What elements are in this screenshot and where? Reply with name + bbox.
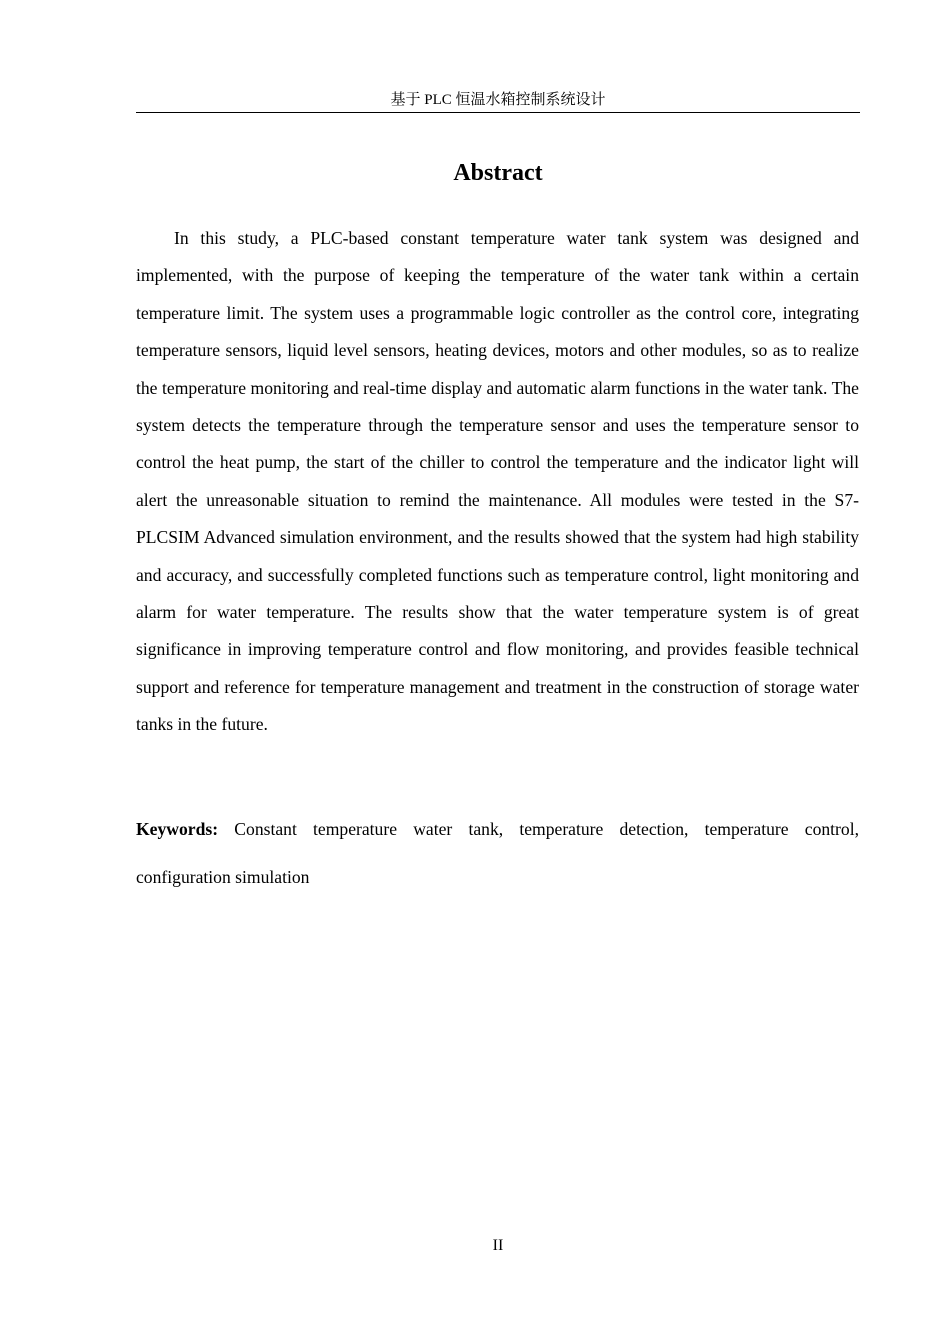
keywords-paragraph: [136, 805, 859, 901]
running-header: 基于 PLC 恒温水箱控制系统设计: [390, 92, 606, 108]
abstract-body: In this study, a PLC-based constant temperature water tank system was designed and implemented, with the purpose of keeping the temperature of the water tank within a certain temperature limit. The system uses a programmable logic controller as the control core, integrating temperature sensors, liquid level sensors, heating devices, motors and other modules, so as to realize the temperature monitoring and real-time display and automatic alarm functions in the water tank. The system detects the temperature through the temperature sensor and uses the temperature sensor to control the heat pump, the start of the chiller to control the temperature and the indicator light will alert the unreasonable situation to remind the maintenance. All modules were tested in the S7-PLCSIM Advanced simulation environment, and the results showed that the system had high stability and accuracy, and successfully completed functions such as temperature control, light monitoring and alarm for water temperature. The results show that the water temperature system is of great significance in improving temperature control and flow monitoring, and provides feasible technical support and reference for temperature management and treatment in the construction of storage water tanks in the future.: [136, 228, 859, 735]
header-divider: [136, 112, 860, 113]
abstract-title: Abstract: [453, 160, 543, 186]
keywords-text: Constant temperature water tank, temperature detection, temperature control, configuration simulation: [136, 819, 859, 887]
keywords-label: Keywords:: [136, 819, 219, 839]
page-number: II: [492, 1237, 504, 1254]
